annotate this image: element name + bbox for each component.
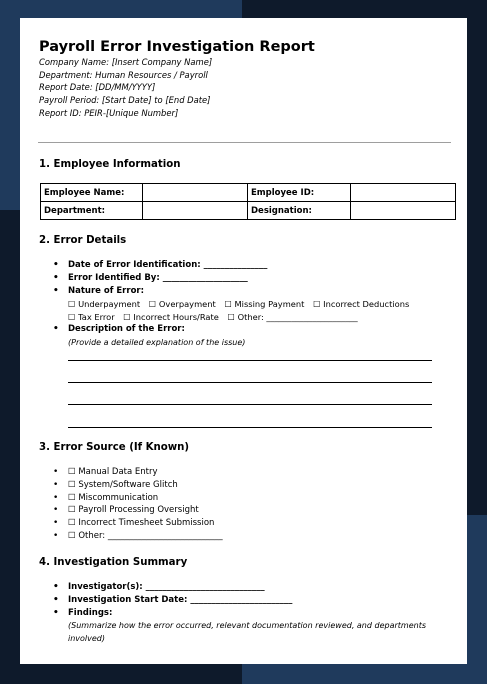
checkbox-processing-oversight[interactable]: • ☐ Payroll Processing Oversight — [40, 504, 455, 517]
section-employee-information-heading: 1. Employee Information — [39, 159, 181, 170]
list-item: • Findings: — [40, 607, 455, 620]
description-list — [40, 323, 455, 336]
report-meta — [39, 56, 455, 120]
designation-label: Designation: — [248, 202, 351, 220]
company-name-line: Company Name: [Insert Company Name] — [39, 57, 213, 67]
employee-name-field[interactable] — [143, 184, 248, 202]
list-item: • Nature of Error: — [40, 285, 455, 298]
department-field[interactable] — [143, 202, 248, 220]
checkbox-other-source[interactable]: • ☐ Other: ___________________________ — [40, 530, 455, 543]
report-date-line: Report Date: [DD/MM/YYYY] — [39, 82, 156, 93]
employee-id-field[interactable] — [351, 184, 456, 202]
table-row — [41, 184, 456, 202]
employee-name-label: Employee Name: — [41, 184, 143, 202]
list-item: • Investigation Start Date: ________________________ — [40, 594, 455, 607]
investigation-summary-list — [40, 581, 455, 619]
section-error-source-heading: 3. Error Source (If Known) — [39, 442, 190, 453]
employee-id-label: Employee ID: — [248, 184, 351, 202]
description-write-line[interactable] — [68, 360, 432, 361]
description-write-line[interactable] — [68, 427, 432, 428]
list-item: • Description of the Error: — [40, 323, 455, 336]
table-row — [41, 202, 456, 220]
report-title: Payroll Error Investigation Report — [39, 39, 315, 55]
checkbox-miscommunication[interactable]: • ☐ Miscommunication — [40, 492, 455, 505]
description-write-line[interactable] — [68, 404, 432, 405]
designation-field[interactable] — [351, 202, 456, 220]
header-divider — [38, 142, 451, 143]
checkbox-incorrect-hours-rate[interactable]: ☐ Incorrect Hours/Rate — [123, 312, 219, 322]
checkbox-missing-payment[interactable]: ☐ Missing Payment — [224, 299, 305, 309]
payroll-period-line: Payroll Period: [Start Date] to [End Date] — [39, 95, 211, 106]
department-line: Department: Human Resources / Payroll — [39, 69, 208, 80]
error-details-list — [40, 259, 455, 297]
checkbox-incorrect-timesheet[interactable]: • ☐ Incorrect Timesheet Submission — [40, 517, 455, 530]
checkbox-underpayment[interactable]: ☐ Underpayment — [68, 299, 141, 309]
document-page — [20, 18, 467, 664]
list-item: • Error Identified By: ____________________ — [40, 272, 455, 285]
report-id-line: Report ID: PEIR-[Unique Number] — [39, 107, 179, 118]
list-item: • Date of Error Identification: _______________ — [40, 259, 455, 272]
nature-options-row-1 — [40, 298, 415, 311]
description-write-line[interactable] — [68, 382, 432, 383]
checkbox-manual-data-entry[interactable]: • ☐ Manual Data Entry — [40, 466, 455, 479]
employee-info-table — [40, 183, 456, 220]
error-source-list — [40, 466, 455, 543]
findings-hint: (Summarize how the error occurred, relevant documentation reviewed, and departments involved) — [68, 621, 426, 643]
checkbox-tax-error[interactable]: ☐ Tax Error — [68, 312, 115, 322]
checkbox-other-nature[interactable]: ☐ Other: ______________________ — [227, 312, 358, 322]
list-item: • Investigator(s): ____________________________ — [40, 581, 455, 594]
checkbox-overpayment[interactable]: ☐ Overpayment — [148, 299, 216, 309]
section-error-details-heading: 2. Error Details — [39, 235, 127, 246]
nature-options-row-2 — [40, 311, 364, 324]
department-label: Department: — [41, 202, 143, 220]
report-header — [39, 38, 455, 120]
section-investigation-summary-heading: 4. Investigation Summary — [39, 557, 188, 568]
checkbox-system-glitch[interactable]: • ☐ System/Software Glitch — [40, 479, 455, 492]
checkbox-incorrect-deductions[interactable]: ☐ Incorrect Deductions — [313, 299, 410, 309]
description-hint: (Provide a detailed explanation of the issue) — [68, 338, 246, 347]
